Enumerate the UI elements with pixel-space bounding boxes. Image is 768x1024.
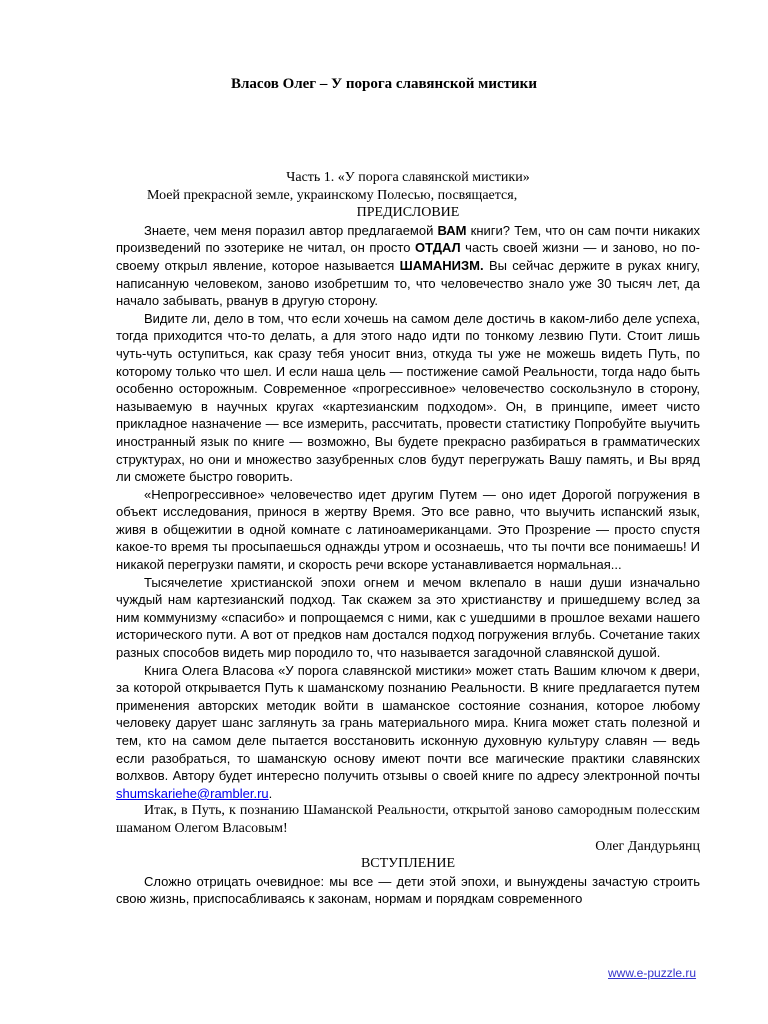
signature: Олег Дандурьянц	[595, 838, 700, 854]
p1-text-d: Вы сейчас держите в руках книгу, написанную человеком, заново изобретшим то, что человечество знало уже 30 тысяч лет, да начало забывать, рванув в другую сторону.	[116, 257, 700, 309]
document-title: Власов Олег – У порога славянской мистики	[231, 76, 537, 92]
paragraph-1	[116, 222, 700, 310]
paragraph-7: Сложно отрицать очевидное: мы все — дети этой эпохи, и вынуждены зачастую строить свою жизнь, приспосабливаясь к законам, нормам и порядкам современного	[116, 873, 700, 907]
p1-text-a: Знаете, чем меня поразил автор предлагаемой	[144, 222, 438, 238]
p1-bold-2: ОТДАЛ	[414, 240, 461, 256]
intro-heading: ВСТУПЛЕНИЕ	[360, 856, 456, 872]
p1-bold-1: ВАМ	[437, 222, 467, 238]
part-heading: Часть 1. «У порога славянской мистики»	[286, 170, 530, 185]
p5-text-a: Книга Олега Власова «У порога славянской мистики» может стать Вашим ключом к двери, за которой открывается Путь к шаманскому познанию Реальности. В книге предлагается путем применения авторских методик войти в шаманское состояние сознания, которое любому человеку дарует шанс заглянуть за грань материального мира. Книга может стать полезной и тем, кто на самом деле пытается восстановить исконную духовную культуру славян — ведь если разобраться, то шаманскую основу имеют почти все магические практики славянских волхвов. Автору будет интересно получить отзывы о своей книге по адресу электронной почты	[116, 662, 700, 784]
p1-text-c: часть своей жизни — и заново, но по-своему открыл явление, которое называется	[116, 240, 701, 273]
paragraph-3: «Непрогрессивное» человечество идет другим Путем — оно идет Дорогой погружения в объект исследования, принося в жертву Время. Это все равно, что выучить испанский язык, живя в общежитии в одной комнате с латиноамериканцами. Это Прозрение — просто спустя какое-то время ты просыпаешься однажды утром и осознаешь, что ты почти все понимаешь! И никакой перегрузки памяти, и скорость речи вскоре устанавливается нормальная...	[116, 486, 700, 573]
preface-heading: ПРЕДИСЛОВИЕ	[356, 205, 460, 221]
footer-link[interactable]: www.e-puzzle.ru	[608, 966, 697, 980]
paragraph-4: Тысячелетие христианской эпохи огнем и мечом вклепало в наши души изначально чуждый нам картезианский подход. Так скажем за это христианству и пришедшему вслед за ним коммунизму «спасибо» и попрощаемся с ними, как с ушедшими в прошлое вехами нашего исторического пути. А вот от предков нам достался подход погружения вглубь. Сочетание таких разных способов видеть мир породило то, что называется загадочной славянской душой.	[116, 574, 700, 661]
paragraph-5	[116, 662, 700, 803]
paragraph-2: Видите ли, дело в том, что если хочешь на самом деле достичь в каком-либо деле успеха, тогда приходится что-то делать, а для этого надо идти по тонкому лезвию Пути. Стоит лишь чуть-чуть оступиться, как сразу тебя уносит вниз, откуда ты уже не можешь видеть Путь, по которому только что шел. И если наша цель — постижение самой Реальности, тогда надо быть особенно осторожным. Современное «прогрессивное» человечество соскользнуло в сторону, называемую в научных кругах «картезианским подходом». Он, в принципе, имеет чисто прикладное назначение — все измерить, рассчитать, провести статистику Попробуйте выучить иностранный язык по книге — возможно, Вы будете прекрасно разбираться в грамматических структурах, но они и множество зазубренных слов будут перегружать Вашу память, и Вы вряд ли сможете быстро говорить.	[116, 310, 700, 485]
dedication: Моей прекрасной земле, украинскому Полесью, посвящается,	[147, 187, 518, 203]
p1-text-b: книги? Тем, что он сам почти никаких произведений по эзотерике не читал, он просто	[116, 222, 700, 256]
email-link[interactable]: shumskariehe@rambler.ru	[116, 785, 269, 801]
p1-bold-3: ШАМАНИЗМ.	[399, 257, 484, 273]
paragraph-6: Итак, в Путь, к познанию Шаманской Реальности, открытой заново самородным полесским шаманом Олегом Власовым!	[116, 803, 700, 836]
p5-text-b: .	[268, 785, 273, 801]
document-body	[116, 169, 700, 908]
